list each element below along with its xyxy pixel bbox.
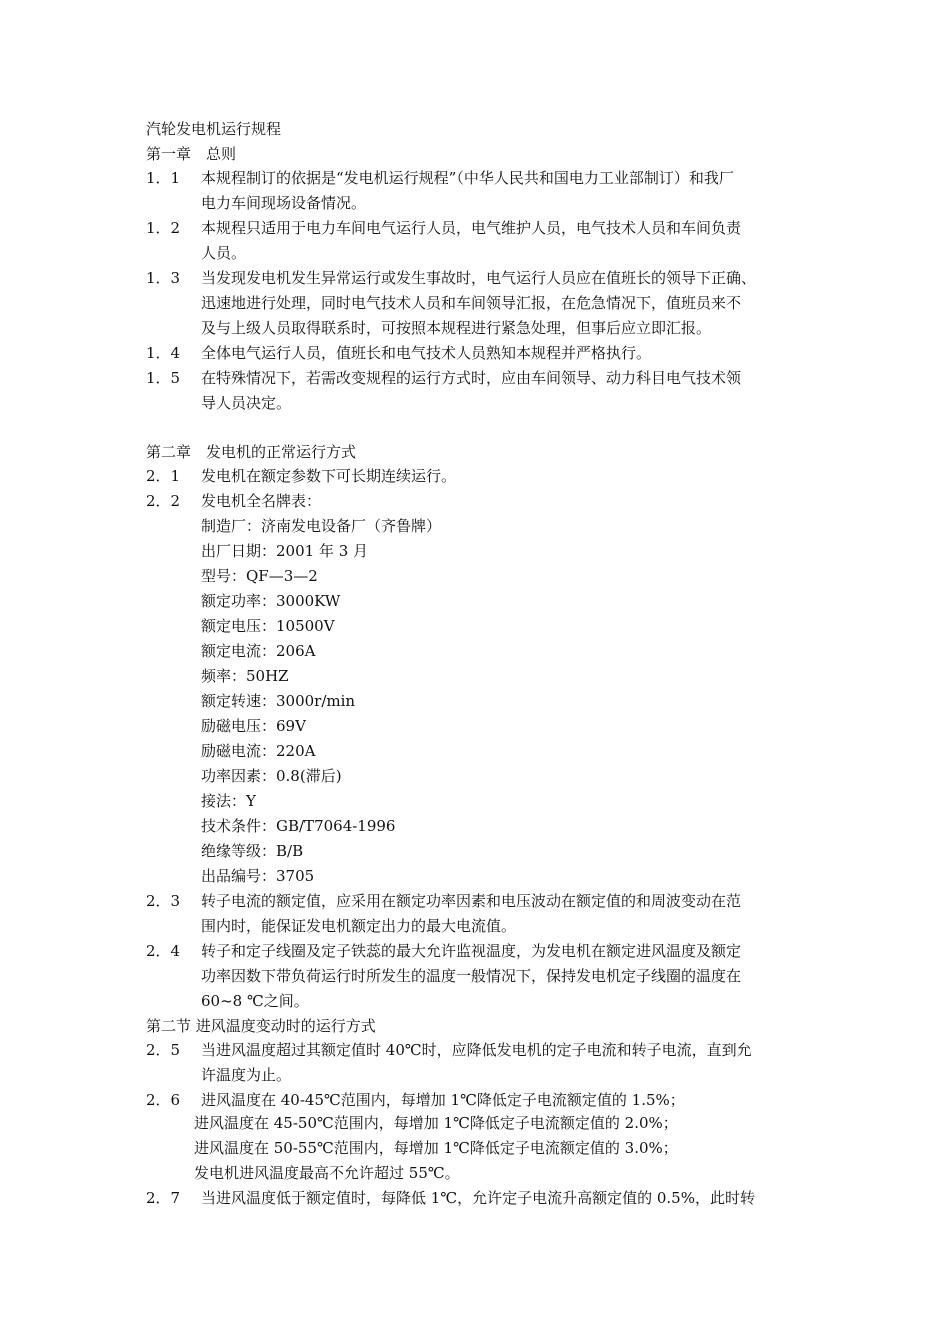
clause-text <box>201 166 811 216</box>
nameplate-manufacturer: 制造厂：济南发电设备厂（齐鲁牌） <box>201 517 442 535</box>
clause-line: 全体电气运行人员，值班长和电气技术人员熟知本规程并严格执行。 <box>201 344 652 362</box>
clause-line: 当进风温度低于额定值时，每降低 1℃，允许定子电流升高额定值的 0.5%，此时转 <box>201 1189 755 1207</box>
clause-line: 功率因数下带负荷运行时所发生的温度一般情况下，保持发电机定子线圈的温度在 <box>201 967 742 985</box>
clause-number: 2．1 <box>146 467 181 485</box>
clause-line: 转子电流的额定值，应采用在额定功率因素和电压波动在额定值的和周波变动在范 <box>201 892 742 910</box>
clause-text <box>201 1088 811 1113</box>
clause-2-6-line-3: 进风温度在 50-55℃范围内，每增加 1℃降低定子电流额定值的 3.0%； <box>194 1139 678 1157</box>
clause-number: 2．6 <box>146 1091 181 1109</box>
clause-2-6-line-2: 进风温度在 45-50℃范围内，每增加 1℃降低定子电流额定值的 2.0%； <box>194 1114 678 1132</box>
chapter-1-heading: 第一章 总则 <box>146 145 237 163</box>
clause-text <box>201 341 811 366</box>
clause-text <box>201 216 811 266</box>
clause-number: 1．5 <box>146 369 181 387</box>
clause-line: 本规程制订的依据是“发电机运行规程”（中华人民共和国电力工业部制订）和我厂 <box>201 169 734 187</box>
clause-number: 2．2 <box>146 492 181 510</box>
nameplate-excitation-current: 励磁电流：220A <box>201 742 316 760</box>
clause-line: 围内时，能保证发电机额定出力的最大电流值。 <box>201 917 517 935</box>
nameplate-frequency: 频率：50HZ <box>201 667 289 685</box>
clause-text <box>201 889 811 939</box>
clause-text <box>201 489 811 514</box>
nameplate-rated-current: 额定电流：206A <box>201 642 316 660</box>
clause-line: 发电机在额定参数下可长期连续运行。 <box>201 467 457 485</box>
clause-line: 人员。 <box>201 244 247 262</box>
clause-number: 2．3 <box>146 892 181 910</box>
clause-line: 及与上级人员取得联系时，可按照本规程进行紧急处理，但事后应立即汇报。 <box>201 319 712 337</box>
clause-number: 2．7 <box>146 1189 181 1207</box>
clause-number: 2．5 <box>146 1041 181 1059</box>
document-title: 汽轮发电机运行规程 <box>146 120 282 138</box>
clause-line: 在特殊情况下，若需改变规程的运行方式时，应由车间领导、动力科目电气技术领 <box>201 369 742 387</box>
clause-line: 60~8 ℃之间。 <box>201 992 309 1010</box>
clause-text <box>201 939 811 1014</box>
clause-number: 2．4 <box>146 942 181 960</box>
nameplate-date: 出厂日期：2001 年 3 月 <box>201 542 369 560</box>
clause-line: 导人员决定。 <box>201 394 292 412</box>
clause-line: 当进风温度超过其额定值时 40℃时，应降低发电机的定子电流和转子电流，直到允 <box>201 1041 752 1059</box>
nameplate-rated-voltage: 额定电压：10500V <box>201 617 335 635</box>
clause-number: 1．1 <box>146 169 181 187</box>
clause-number: 1．3 <box>146 269 181 287</box>
clause-line: 许温度为止。 <box>201 1066 292 1084</box>
nameplate-power-factor: 功率因素：0.8(滞后) <box>201 767 342 785</box>
clause-text <box>201 266 811 341</box>
nameplate-excitation-voltage: 励磁电压：69V <box>201 717 306 735</box>
clause-text <box>201 464 811 489</box>
nameplate-connection: 接法：Y <box>201 792 256 810</box>
clause-text <box>201 1038 811 1088</box>
section-2-heading: 第二节 进风温度变动时的运行方式 <box>146 1017 376 1035</box>
clause-2-6-line-4: 发电机进风温度最高不允许超过 55℃。 <box>194 1164 460 1182</box>
nameplate-technical-standard: 技术条件：GB/T7064-1996 <box>201 817 396 835</box>
clause-line: 电力车间现场设备情况。 <box>201 194 367 212</box>
clause-text <box>201 366 811 416</box>
clause-line: 转子和定子线圈及定子铁蕊的最大允许监视温度，为发电机在额定进风温度及额定 <box>201 942 742 960</box>
nameplate-model: 型号：QF—3—2 <box>201 567 318 585</box>
clause-number: 1．2 <box>146 219 181 237</box>
nameplate-insulation-class: 绝缘等级：B/B <box>201 842 304 860</box>
clause-line: 发电机全名牌表： <box>201 492 322 510</box>
chapter-2-heading: 第二章 发电机的正常运行方式 <box>146 443 357 461</box>
nameplate-serial-number: 出品编号：3705 <box>201 867 315 885</box>
nameplate-rated-speed: 额定转速：3000r/min <box>201 692 356 710</box>
clause-line: 当发现发电机发生异常运行或发生事故时，电气运行人员应在值班长的领导下正确、 <box>201 269 757 287</box>
nameplate-rated-power: 额定功率：3000KW <box>201 592 341 610</box>
clause-number: 1．4 <box>146 344 181 362</box>
clause-line: 本规程只适用于电力车间电气运行人员，电气维护人员，电气技术人员和车间负责 <box>201 219 742 237</box>
clause-line: 进风温度在 40-45℃范围内，每增加 1℃降低定子电流额定值的 1.5%； <box>201 1091 685 1109</box>
clause-line: 迅速地进行处理，同时电气技术人员和车间领导汇报，在危急情况下，值班员来不 <box>201 294 742 312</box>
clause-text <box>201 1186 811 1211</box>
